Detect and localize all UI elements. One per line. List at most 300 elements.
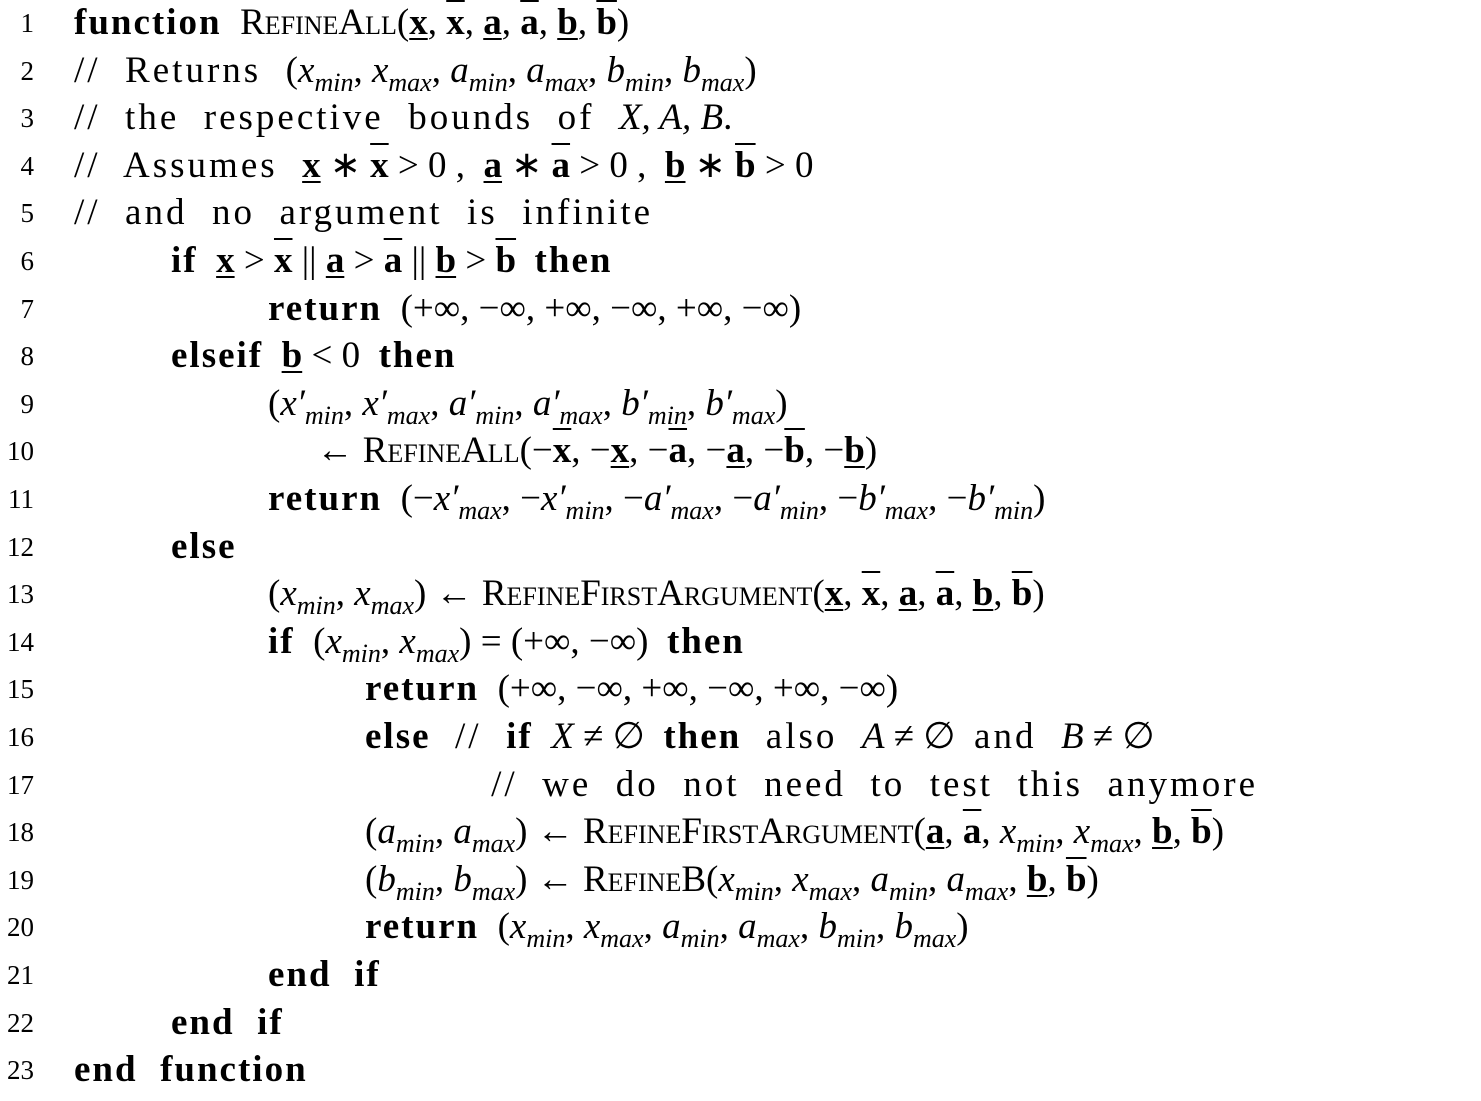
code-token: ∗ xyxy=(685,144,736,186)
comment-text: also xyxy=(741,716,862,757)
lower-bound: a xyxy=(483,144,503,186)
math-variable: a xyxy=(662,906,681,948)
code-text xyxy=(171,523,237,571)
upper-bound: $\overline{x}$ xyxy=(861,573,881,615)
keyword: return xyxy=(365,906,480,948)
code-token: (− xyxy=(382,478,434,519)
subscript: min xyxy=(475,400,515,430)
code-token: , − xyxy=(571,430,611,472)
code-token: , − xyxy=(604,478,644,519)
code-token: , − xyxy=(629,430,669,472)
lower-bound: b xyxy=(1152,811,1173,853)
line-number: 19 xyxy=(7,864,34,895)
line-number: 6 xyxy=(20,246,34,276)
code-token: , xyxy=(427,2,447,43)
code-text xyxy=(74,0,629,47)
keyword: function xyxy=(74,2,222,43)
lower-bound: b xyxy=(281,335,303,377)
line-number: 5 xyxy=(20,198,34,229)
code-line-16 xyxy=(0,713,1481,761)
code-token: , xyxy=(538,2,558,43)
code-token: , xyxy=(343,382,363,424)
subscript: max xyxy=(1090,829,1134,859)
line-number: 3 xyxy=(20,103,34,134)
math-variable: b′ xyxy=(858,478,885,519)
math-variable: X xyxy=(551,716,574,757)
subscript: min xyxy=(889,876,929,906)
code-line-10 xyxy=(0,427,1481,475)
subscript: min xyxy=(314,67,354,97)
code-token: ) xyxy=(744,49,757,91)
code-line-3 xyxy=(0,94,1481,142)
line-number: 9 xyxy=(20,388,34,419)
math-variable: x xyxy=(792,858,809,900)
code-token: ( xyxy=(396,2,410,43)
code-token xyxy=(198,240,217,281)
code-token: ∗ xyxy=(502,144,552,186)
code-token: , xyxy=(1055,811,1074,853)
line-number: 17 xyxy=(7,769,34,800)
math-variable: x xyxy=(371,49,389,91)
subscript: max xyxy=(701,67,745,97)
subscript: max xyxy=(559,400,603,430)
math-variable: x xyxy=(999,811,1017,853)
code-text xyxy=(74,142,813,190)
line-number: 12 xyxy=(7,531,34,562)
subscript: min xyxy=(625,67,665,97)
subscript: max xyxy=(912,924,957,954)
procedure-name: RefineB xyxy=(582,858,706,900)
line-number: 2 xyxy=(20,55,34,86)
math-variable: A xyxy=(861,716,885,757)
code-token: (+∞, −∞, +∞, −∞, +∞, −∞) xyxy=(479,668,899,710)
code-token: ( xyxy=(365,858,378,900)
keyword: then xyxy=(534,240,613,281)
code-token: , xyxy=(431,49,451,91)
comment-text: // we do not need to test this anymore xyxy=(491,763,1258,805)
code-line-9 xyxy=(0,380,1481,428)
keyword: if xyxy=(171,240,198,281)
code-token: ) xyxy=(956,906,969,948)
subscript: min xyxy=(994,496,1034,525)
code-token: , − xyxy=(713,478,754,519)
code-line-13 xyxy=(0,570,1481,621)
code-token: ) xyxy=(616,2,630,43)
code-token: ) ← xyxy=(515,811,583,853)
comment-text: and xyxy=(974,716,1061,757)
subscript: min xyxy=(526,924,566,954)
code-token: , − xyxy=(744,430,785,472)
code-token: , xyxy=(993,573,1012,615)
code-token: , xyxy=(577,2,597,43)
line-number: 4 xyxy=(20,150,34,181)
procedure-name: RefineFirstArgument xyxy=(582,811,914,853)
code-token: , xyxy=(434,811,454,853)
code-token: < 0 xyxy=(302,335,379,377)
code-line-22 xyxy=(0,999,1481,1047)
code-token: (+∞, −∞, +∞, −∞, +∞, −∞) xyxy=(382,287,802,329)
subscript: max xyxy=(370,591,415,621)
math-variable: a′ xyxy=(643,478,671,519)
comment-text: // xyxy=(430,716,507,757)
math-variable: a′ xyxy=(532,382,560,424)
math-variable: b′ xyxy=(621,382,648,424)
code-token: , xyxy=(353,49,372,91)
code-token: ≠ ∅ xyxy=(884,716,975,757)
code-text xyxy=(365,665,898,713)
code-text xyxy=(171,332,456,380)
code-text xyxy=(491,761,1258,809)
math-variable: b xyxy=(606,49,626,91)
line-number: 11 xyxy=(8,484,34,514)
subscript: max xyxy=(471,829,516,859)
subscript: min xyxy=(468,67,508,97)
keyword: then xyxy=(666,620,745,662)
code-token: , xyxy=(565,906,584,948)
code-text xyxy=(268,285,801,333)
line-number: 10 xyxy=(7,436,34,467)
procedure-name: RefineAll xyxy=(362,430,520,472)
upper-bound: $\overline{x}$ xyxy=(370,144,389,186)
subscript: max xyxy=(756,924,800,954)
code-token: , xyxy=(514,382,533,424)
code-token: , xyxy=(843,573,862,615)
code-line-20 xyxy=(0,903,1481,954)
math-variable: x′ xyxy=(541,478,566,519)
code-token: , xyxy=(1133,811,1153,853)
code-line-5 xyxy=(0,189,1481,237)
subscript: max xyxy=(600,924,644,954)
code-token: , xyxy=(664,49,683,91)
subscript: min xyxy=(680,924,720,954)
upper-bound: $\overline{b}$ xyxy=(596,2,617,43)
upper-bound: $\overline{x}$ xyxy=(273,240,293,281)
code-token xyxy=(533,716,552,757)
code-line-2 xyxy=(0,47,1481,95)
upper-bound: $\overline{a}$ xyxy=(551,144,571,186)
code-token: ) = (+∞, −∞) xyxy=(459,620,667,662)
math-variable: a xyxy=(738,906,757,948)
lower-bound: b xyxy=(435,240,457,281)
math-variable: a xyxy=(946,858,966,900)
code-token: , xyxy=(507,49,527,91)
math-variable: x xyxy=(1073,811,1091,853)
math-variable: x′ xyxy=(362,382,387,424)
comment-text: // Returns xyxy=(74,49,286,91)
code-token: ( xyxy=(294,620,326,662)
code-token: , xyxy=(1047,858,1066,900)
subscript: min xyxy=(341,638,381,668)
line-number: 22 xyxy=(7,1007,34,1038)
math-variable: a′ xyxy=(448,382,476,424)
code-line-6 xyxy=(0,237,1481,285)
code-token: (− xyxy=(519,430,553,472)
keyword: else xyxy=(365,716,431,757)
code-token: > xyxy=(234,240,274,281)
lower-bound: x xyxy=(216,240,235,281)
subscript: max xyxy=(544,67,589,97)
subscript: min xyxy=(647,400,687,430)
code-token: || xyxy=(292,240,326,281)
code-text xyxy=(74,189,653,237)
math-variable: x xyxy=(583,906,601,948)
lower-bound: b xyxy=(1026,858,1048,900)
upper-bound: $\overline{a}$ xyxy=(935,573,955,615)
subscript: min xyxy=(734,876,774,906)
code-token xyxy=(263,335,282,376)
line-number: 23 xyxy=(7,1055,34,1086)
code-token: , − xyxy=(928,478,968,519)
math-variable: a xyxy=(870,858,890,900)
math-variable: b xyxy=(894,906,913,948)
code-text xyxy=(317,427,878,475)
code-token: , xyxy=(944,811,963,853)
line-number: 7 xyxy=(20,293,34,324)
line-number: 13 xyxy=(7,579,34,610)
code-token: > xyxy=(344,240,384,281)
code-token: ) xyxy=(775,382,788,424)
keyword: return xyxy=(268,478,383,519)
code-token: , xyxy=(773,858,793,900)
subscript: max xyxy=(386,400,431,430)
upper-bound: $\overline{b}$ xyxy=(1191,811,1212,853)
code-token: , xyxy=(1008,858,1027,900)
math-variable: b xyxy=(377,858,396,900)
keyword: elseif xyxy=(171,335,264,377)
code-token: ( xyxy=(913,811,926,853)
code-line-11 xyxy=(0,475,1481,523)
code-line-1 xyxy=(0,0,1481,47)
code-token: ) xyxy=(1033,478,1046,519)
math-variable: a xyxy=(377,811,396,853)
code-line-23 xyxy=(0,1046,1481,1094)
code-line-18 xyxy=(0,808,1481,859)
code-text xyxy=(74,1046,308,1094)
code-token: , xyxy=(464,2,484,43)
code-token: ← xyxy=(316,430,363,472)
code-token: , xyxy=(917,573,936,615)
code-line-7 xyxy=(0,285,1481,333)
code-token: > 0 xyxy=(755,144,814,186)
code-token: ) xyxy=(864,430,878,472)
code-token: || xyxy=(402,240,436,281)
code-token: ≠ ∅ xyxy=(573,716,664,757)
line-number: 14 xyxy=(7,626,34,657)
code-token: , xyxy=(880,573,899,615)
code-token: ) xyxy=(1032,573,1045,615)
line-number: 20 xyxy=(7,912,34,943)
upper-bound: $\overline{a}$ xyxy=(668,430,688,472)
lower-bound: a xyxy=(726,430,745,472)
upper-bound: $\overline{b}$ xyxy=(784,430,805,472)
subscript: min xyxy=(296,591,336,621)
code-line-12 xyxy=(0,523,1481,571)
math-variable: b′ xyxy=(705,382,732,424)
code-text xyxy=(74,94,735,142)
comment-text: . xyxy=(723,97,736,139)
code-token: ( xyxy=(812,573,825,615)
math-variable: x xyxy=(298,49,315,91)
keyword: if xyxy=(268,620,295,662)
code-token: ) ← xyxy=(515,858,583,900)
code-token: , xyxy=(501,2,521,43)
code-token: ( xyxy=(365,811,378,853)
subscript: min xyxy=(304,400,344,430)
upper-bound: $\overline{b}$ xyxy=(735,144,756,186)
code-token: , − xyxy=(501,478,542,519)
code-token: , xyxy=(643,906,663,948)
keyword: end if xyxy=(171,1001,284,1043)
lower-bound: x xyxy=(610,430,630,472)
code-line-15 xyxy=(0,665,1481,713)
upper-bound: $\overline{a}$ xyxy=(383,240,403,281)
subscript: max xyxy=(884,496,929,525)
math-variable: X, A, B xyxy=(618,97,724,139)
subscript: max xyxy=(965,876,1009,906)
code-text xyxy=(365,713,1155,761)
code-token: ) xyxy=(1211,811,1225,853)
math-variable: x xyxy=(399,620,416,662)
code-line-17 xyxy=(0,761,1481,809)
code-line-19 xyxy=(0,856,1481,904)
code-token: , xyxy=(799,906,819,948)
upper-bound: $\overline{b}$ xyxy=(495,240,517,281)
keyword: return xyxy=(268,287,383,329)
math-variable: b′ xyxy=(967,478,995,519)
math-variable: x xyxy=(325,620,342,662)
subscript: max xyxy=(731,400,776,430)
lower-bound: a xyxy=(925,811,945,853)
lower-bound: b xyxy=(664,144,686,186)
code-text xyxy=(171,237,612,285)
subscript: min xyxy=(1016,829,1056,859)
subscript: max xyxy=(388,67,432,97)
lower-bound: b xyxy=(557,2,578,43)
lower-bound: x xyxy=(824,573,844,615)
lower-bound: x xyxy=(409,2,428,43)
math-variable: a xyxy=(526,49,545,91)
code-token: ( xyxy=(285,49,298,91)
math-variable: b xyxy=(453,858,472,900)
code-token: , xyxy=(335,573,355,615)
keyword: return xyxy=(365,668,480,710)
code-token: , xyxy=(875,906,895,948)
lower-bound: b xyxy=(844,430,865,472)
math-variable: x xyxy=(280,573,297,615)
math-variable: x xyxy=(354,573,371,615)
code-token: ∗ xyxy=(320,144,371,186)
upper-bound: $\overline{a}$ xyxy=(962,811,982,853)
subscript: max xyxy=(808,876,853,906)
subscript: min xyxy=(836,924,876,954)
code-token: , xyxy=(954,573,973,615)
code-token: , − xyxy=(687,430,727,472)
code-token: > 0 , xyxy=(388,144,484,186)
upper-bound: $\overline{b}$ xyxy=(1011,573,1033,615)
code-token: , xyxy=(981,811,1000,853)
keyword: if xyxy=(506,716,533,757)
subscript: max xyxy=(471,876,516,906)
line-number: 8 xyxy=(20,341,34,372)
comment-text: // Assumes xyxy=(74,144,303,186)
keyword: end function xyxy=(74,1049,308,1091)
code-token: , xyxy=(852,858,871,900)
code-token: > xyxy=(456,240,496,281)
code-line-8 xyxy=(0,332,1481,380)
lower-bound: x xyxy=(302,144,321,186)
lower-bound: a xyxy=(898,573,918,615)
keyword: end if xyxy=(268,954,381,995)
spacer xyxy=(222,2,241,43)
comment-text: // the respective bounds of xyxy=(74,97,619,139)
code-line-4 xyxy=(0,142,1481,190)
math-variable: b xyxy=(682,49,702,91)
subscript: min xyxy=(779,496,819,525)
code-token: ( xyxy=(268,573,281,615)
code-token xyxy=(516,240,535,281)
keyword: then xyxy=(378,335,457,377)
math-variable: a xyxy=(450,49,469,91)
line-number: 1 xyxy=(20,8,34,38)
keyword: then xyxy=(663,716,742,757)
lower-bound: a xyxy=(483,2,502,43)
subscript: min xyxy=(395,829,435,859)
code-token: , xyxy=(434,858,454,900)
code-line-21 xyxy=(0,951,1481,999)
upper-bound: $\overline{x}$ xyxy=(446,2,465,43)
code-token: , xyxy=(928,858,947,900)
subscript: max xyxy=(458,496,502,525)
lower-bound: a xyxy=(325,240,345,281)
code-token: ( xyxy=(268,382,281,424)
subscript: min xyxy=(395,876,435,906)
comment-text: // and no argument is infinite xyxy=(74,192,654,234)
math-variable: a′ xyxy=(753,478,780,519)
math-variable: b xyxy=(818,906,837,948)
code-token: ( xyxy=(706,858,719,900)
procedure-name: RefineFirstArgument xyxy=(481,573,813,615)
lower-bound: b xyxy=(972,573,994,615)
code-token: , xyxy=(602,382,622,424)
math-variable: a xyxy=(453,811,472,853)
upper-bound: $\overline{b}$ xyxy=(1065,858,1087,900)
code-token: , xyxy=(430,382,449,424)
code-token: ) ← xyxy=(414,573,482,615)
line-number: 18 xyxy=(7,817,34,848)
code-token: ) xyxy=(1086,858,1099,900)
math-variable: x′ xyxy=(280,382,305,424)
upper-bound: $\overline{x}$ xyxy=(552,430,572,472)
code-token: ≠ ∅ xyxy=(1083,716,1155,757)
code-token: ( xyxy=(479,906,510,948)
subscript: max xyxy=(415,638,460,668)
line-number: 16 xyxy=(7,722,34,752)
line-number: 15 xyxy=(7,674,34,705)
math-variable: x xyxy=(718,858,735,900)
upper-bound: $\overline{a}$ xyxy=(520,2,539,43)
code-token: , xyxy=(380,620,400,662)
code-token: , xyxy=(686,382,706,424)
subscript: max xyxy=(670,496,714,525)
line-number: 21 xyxy=(7,960,34,990)
math-variable: x xyxy=(509,906,527,948)
code-text xyxy=(171,999,284,1047)
procedure-name: RefineAll xyxy=(240,2,397,43)
math-variable: x′ xyxy=(433,478,459,519)
code-text xyxy=(268,951,381,999)
code-token: , − xyxy=(804,430,845,472)
math-variable: B xyxy=(1060,716,1084,757)
